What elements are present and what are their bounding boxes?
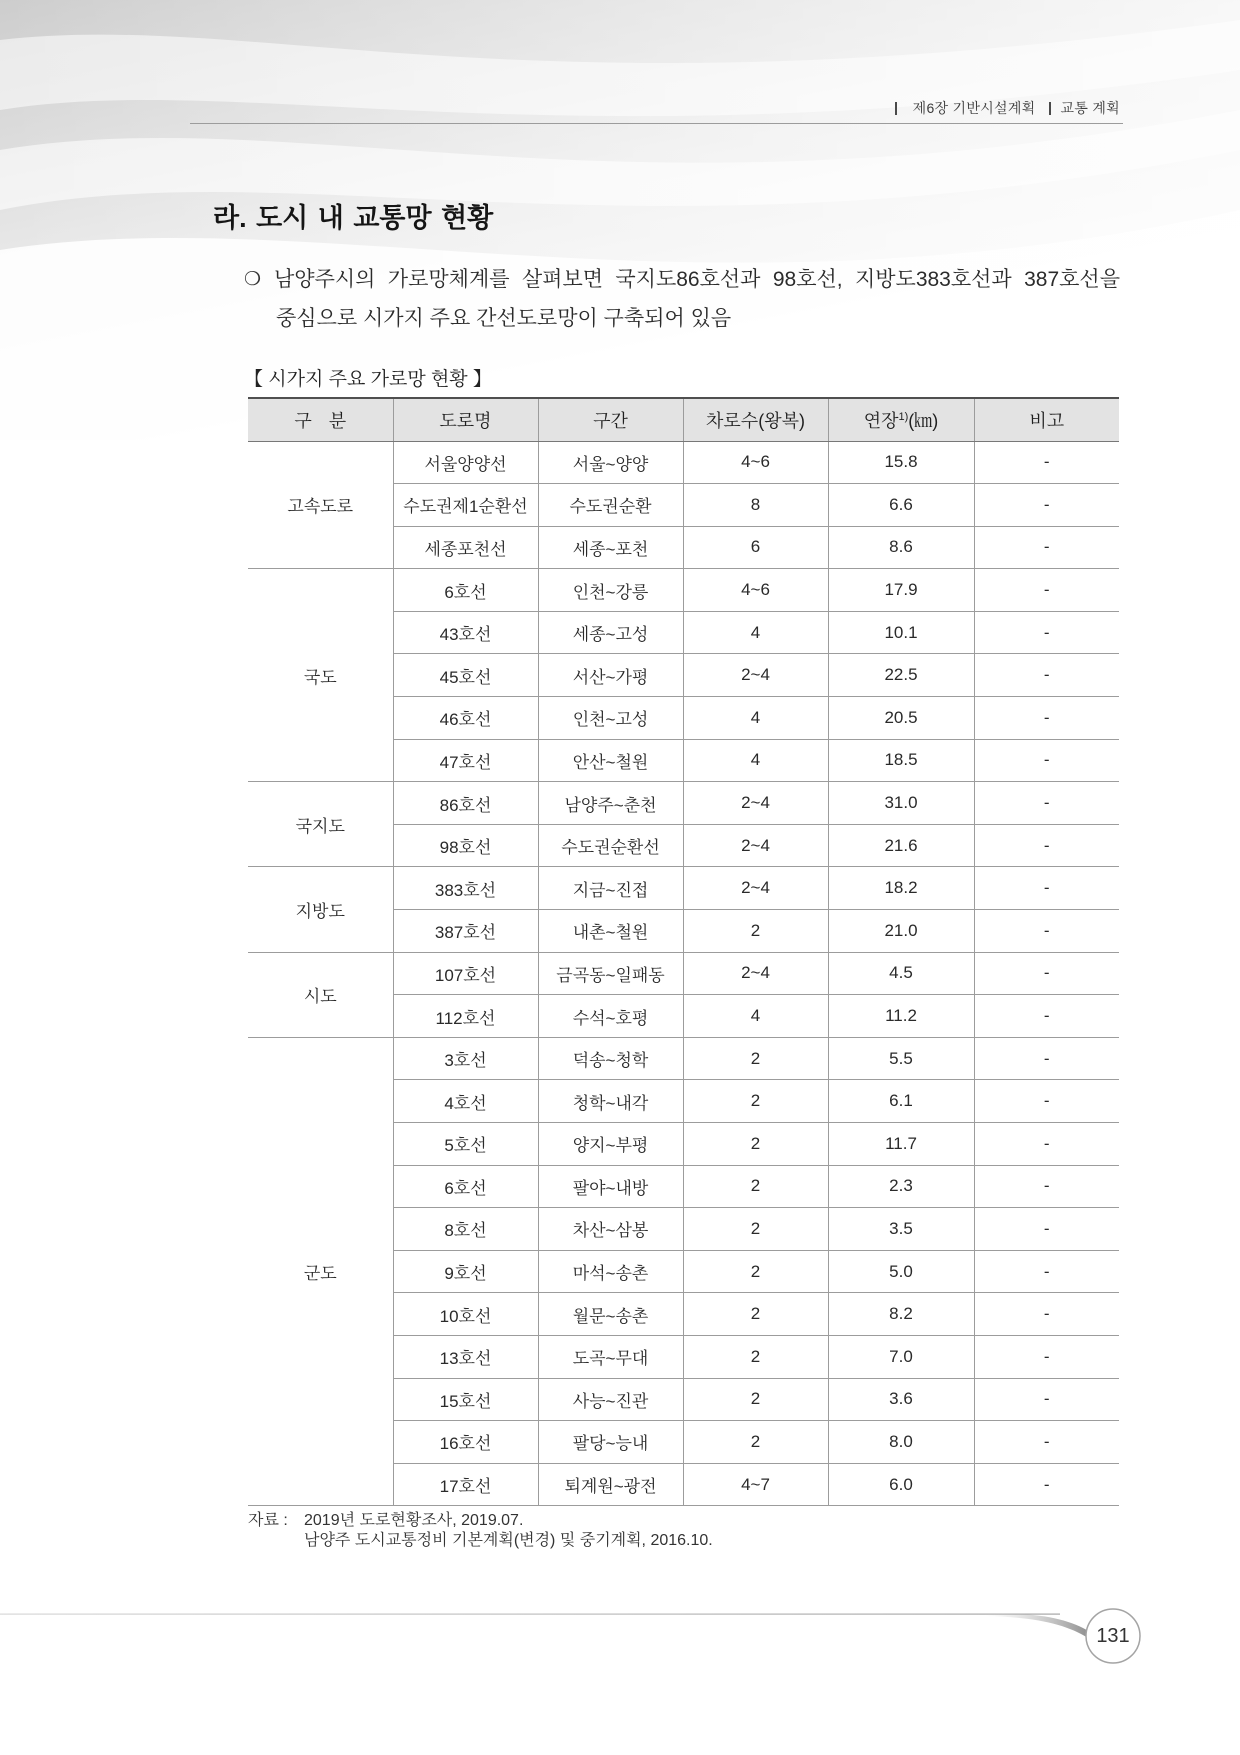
- km-cell: 5.5: [828, 1037, 974, 1080]
- header-separator: [1049, 102, 1051, 115]
- section-cell: 팔당~능내: [538, 1421, 683, 1464]
- running-header: [895, 97, 1120, 119]
- lanes-cell: 4: [683, 611, 828, 654]
- lanes-cell: 4~7: [683, 1463, 828, 1506]
- table-row: [248, 867, 1119, 910]
- road-cell: 43호선: [393, 611, 538, 654]
- section-cell: 마석~송촌: [538, 1250, 683, 1293]
- section-cell: 인천~고성: [538, 697, 683, 740]
- column-header-section: 구간: [538, 398, 683, 441]
- section-cell: 서울~양양: [538, 441, 683, 484]
- remarks-cell: -: [974, 654, 1119, 697]
- page-number: 131: [1096, 1625, 1130, 1647]
- remarks-cell: -: [974, 910, 1119, 953]
- km-cell: 6.0: [828, 1463, 974, 1506]
- section-title: 라. 도시 내 교통망 현황: [213, 203, 494, 233]
- km-cell: 3.6: [828, 1378, 974, 1421]
- remarks-cell: -: [974, 1123, 1119, 1166]
- remarks-cell: -: [974, 484, 1119, 527]
- road-cell: 98호선: [393, 824, 538, 867]
- road-cell: 383호선: [393, 867, 538, 910]
- road-cell: 13호선: [393, 1335, 538, 1378]
- length-footnote-mark: 1): [898, 410, 909, 423]
- road-cell: 서울양양선: [393, 441, 538, 484]
- category-cell: 고속도로: [248, 441, 393, 569]
- lanes-cell: 4~6: [683, 441, 828, 484]
- section-cell: 수도권순환선: [538, 824, 683, 867]
- road-cell: 17호선: [393, 1463, 538, 1506]
- footer-rule: [0, 1614, 1060, 1615]
- remarks-cell: -: [974, 1250, 1119, 1293]
- remarks-cell: -: [974, 824, 1119, 867]
- km-cell: 31.0: [828, 782, 974, 825]
- remarks-cell: -: [974, 995, 1119, 1038]
- category-cell: 시도: [248, 952, 393, 1037]
- road-cell: 15호선: [393, 1378, 538, 1421]
- remarks-cell: -: [974, 1293, 1119, 1336]
- lanes-cell: 2~4: [683, 654, 828, 697]
- section-cell: 도곡~무대: [538, 1335, 683, 1378]
- road-cell: 수도권제1순환선: [393, 484, 538, 527]
- road-cell: 47호선: [393, 739, 538, 782]
- lanes-cell: 2: [683, 910, 828, 953]
- km-cell: 21.6: [828, 824, 974, 867]
- column-header-category: 구 분: [248, 398, 393, 441]
- table-row: [248, 569, 1119, 612]
- remarks-cell: -: [974, 1165, 1119, 1208]
- source-note: [248, 1511, 713, 1551]
- table-header: [248, 398, 1119, 441]
- road-cell: 387호선: [393, 910, 538, 953]
- km-cell: 11.2: [828, 995, 974, 1038]
- lanes-cell: 2: [683, 1421, 828, 1464]
- remarks-cell: -: [974, 1463, 1119, 1506]
- section-cell: 안산~철원: [538, 739, 683, 782]
- remarks-cell: -: [974, 1378, 1119, 1421]
- category-cell: 국지도: [248, 782, 393, 867]
- road-cell: 5호선: [393, 1123, 538, 1166]
- remarks-cell: -: [974, 1037, 1119, 1080]
- road-cell: 46호선: [393, 697, 538, 740]
- remarks-cell: -: [974, 1080, 1119, 1123]
- road-cell: 4호선: [393, 1080, 538, 1123]
- table-row: [248, 952, 1119, 995]
- lanes-cell: 2~4: [683, 867, 828, 910]
- road-cell: 112호선: [393, 995, 538, 1038]
- section-cell: 인천~강릉: [538, 569, 683, 612]
- remarks-cell: -: [974, 441, 1119, 484]
- section-cell: 내촌~철원: [538, 910, 683, 953]
- lanes-cell: 2~4: [683, 782, 828, 825]
- road-cell: 107호선: [393, 952, 538, 995]
- lanes-cell: 2: [683, 1250, 828, 1293]
- section-cell: 세종~포천: [538, 526, 683, 569]
- lanes-cell: 6: [683, 526, 828, 569]
- table-row: [248, 782, 1119, 825]
- table-caption: 【 시가지 주요 가로망 현황 】: [244, 369, 492, 390]
- category-cell: 지방도: [248, 867, 393, 952]
- bullet-circle-icon: ❍: [244, 268, 262, 290]
- column-header-length: [828, 398, 974, 441]
- length-unit: (㎞): [908, 410, 939, 431]
- section-cell: 양지~부평: [538, 1123, 683, 1166]
- km-cell: 21.0: [828, 910, 974, 953]
- km-cell: 18.5: [828, 739, 974, 782]
- remarks-cell: -: [974, 782, 1119, 825]
- table-header-row: [248, 398, 1119, 441]
- section-cell: 금곡동~일패동: [538, 952, 683, 995]
- lanes-cell: 2: [683, 1037, 828, 1080]
- km-cell: 18.2: [828, 867, 974, 910]
- km-cell: 11.7: [828, 1123, 974, 1166]
- header-section: 교통 계획: [1060, 100, 1120, 116]
- summary-paragraph: [244, 260, 1120, 338]
- section-cell: 청학~내각: [538, 1080, 683, 1123]
- lanes-cell: 2: [683, 1293, 828, 1336]
- section-cell: 지금~진접: [538, 867, 683, 910]
- section-cell: 월문~송촌: [538, 1293, 683, 1336]
- length-label: 연장: [863, 410, 899, 431]
- lanes-cell: 2: [683, 1123, 828, 1166]
- road-cell: 86호선: [393, 782, 538, 825]
- footer-decoration: [0, 1590, 1240, 1680]
- table-body: [248, 441, 1119, 1506]
- road-cell: 6호선: [393, 1165, 538, 1208]
- remarks-cell: -: [974, 739, 1119, 782]
- road-cell: 3호선: [393, 1037, 538, 1080]
- section-cell: 팔야~내방: [538, 1165, 683, 1208]
- section-cell: 차산~삼봉: [538, 1208, 683, 1251]
- section-cell: 세종~고성: [538, 611, 683, 654]
- column-header-lanes: 차로수(왕복): [683, 398, 828, 441]
- source-line-1: 2019년 도로현황조사, 2019.07.: [304, 1512, 524, 1529]
- category-cell: 군도: [248, 1037, 393, 1506]
- remarks-cell: -: [974, 1208, 1119, 1251]
- km-cell: 6.1: [828, 1080, 974, 1123]
- km-cell: 10.1: [828, 611, 974, 654]
- km-cell: 17.9: [828, 569, 974, 612]
- km-cell: 20.5: [828, 697, 974, 740]
- km-cell: 8.0: [828, 1421, 974, 1464]
- road-cell: 9호선: [393, 1250, 538, 1293]
- remarks-cell: -: [974, 1335, 1119, 1378]
- km-cell: 3.5: [828, 1208, 974, 1251]
- road-cell: 16호선: [393, 1421, 538, 1464]
- section-cell: 사능~진관: [538, 1378, 683, 1421]
- summary-text: [274, 260, 1120, 338]
- source-lines: [304, 1511, 713, 1551]
- road-cell: 45호선: [393, 654, 538, 697]
- road-cell: 세종포천선: [393, 526, 538, 569]
- lanes-cell: 4: [683, 739, 828, 782]
- remarks-cell: -: [974, 867, 1119, 910]
- km-cell: 2.3: [828, 1165, 974, 1208]
- section-cell: 퇴계원~광전: [538, 1463, 683, 1506]
- table-row: [248, 1037, 1119, 1080]
- remarks-cell: -: [974, 1421, 1119, 1464]
- section-cell: 수석~호평: [538, 995, 683, 1038]
- section-cell: 남양주~춘천: [538, 782, 683, 825]
- section-cell: 수도권순환: [538, 484, 683, 527]
- section-cell: 서산~가평: [538, 654, 683, 697]
- background-decoration: [0, 0, 1240, 440]
- table-row: [248, 441, 1119, 484]
- footer-swoosh: [985, 1614, 1090, 1638]
- category-cell: 국도: [248, 569, 393, 782]
- summary-line-1: 남양주시의 가로망체계를 살펴보면 국지도86호선과 98호선, 지방도383호선과 387호선을: [274, 268, 1120, 291]
- lanes-cell: 8: [683, 484, 828, 527]
- road-network-table: [248, 397, 1119, 1506]
- remarks-cell: -: [974, 697, 1119, 740]
- lanes-cell: 2: [683, 1080, 828, 1123]
- lanes-cell: 2: [683, 1378, 828, 1421]
- lanes-cell: 4: [683, 697, 828, 740]
- header-separator: [895, 102, 897, 115]
- remarks-cell: -: [974, 526, 1119, 569]
- lanes-cell: 2: [683, 1335, 828, 1378]
- road-cell: 10호선: [393, 1293, 538, 1336]
- remarks-cell: -: [974, 952, 1119, 995]
- km-cell: 8.2: [828, 1293, 974, 1336]
- remarks-cell: -: [974, 569, 1119, 612]
- summary-line-2: 중심으로 시가지 주요 간선도로망이 구축되어 있음: [276, 307, 732, 330]
- km-cell: 22.5: [828, 654, 974, 697]
- km-cell: 7.0: [828, 1335, 974, 1378]
- source-line-2: 남양주 도시교통정비 기본계획(변경) 및 중기계획, 2016.10.: [304, 1532, 713, 1549]
- km-cell: 5.0: [828, 1250, 974, 1293]
- road-cell: 8호선: [393, 1208, 538, 1251]
- column-header-road: 도로명: [393, 398, 538, 441]
- header-chapter: 제6장 기반시설계획: [912, 100, 1036, 116]
- lanes-cell: 2~4: [683, 952, 828, 995]
- lanes-cell: 2: [683, 1165, 828, 1208]
- section-cell: 덕송~청학: [538, 1037, 683, 1080]
- header-rule: [190, 123, 1123, 124]
- lanes-cell: 4: [683, 995, 828, 1038]
- km-cell: 15.8: [828, 441, 974, 484]
- lanes-cell: 2~4: [683, 824, 828, 867]
- column-header-remarks: 비고: [974, 398, 1119, 441]
- background-fade: [0, 0, 1240, 440]
- km-cell: 4.5: [828, 952, 974, 995]
- km-cell: 8.6: [828, 526, 974, 569]
- km-cell: 6.6: [828, 484, 974, 527]
- remarks-cell: -: [974, 611, 1119, 654]
- lanes-cell: 2: [683, 1208, 828, 1251]
- lanes-cell: 4~6: [683, 569, 828, 612]
- road-cell: 6호선: [393, 569, 538, 612]
- source-label: 자료 :: [248, 1512, 288, 1529]
